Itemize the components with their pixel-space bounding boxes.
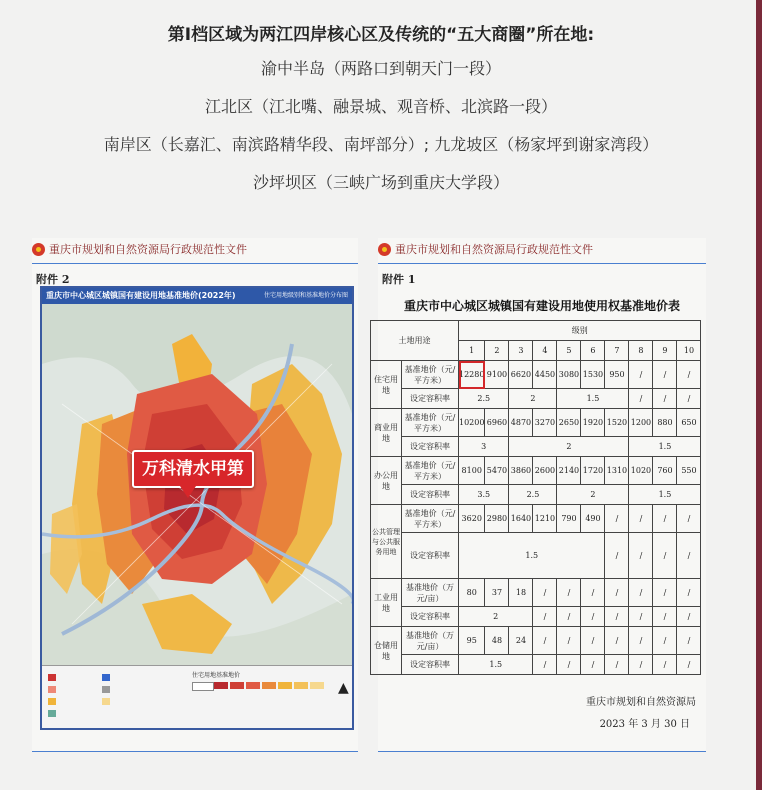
price-sto-2: 48: [485, 627, 509, 655]
price-pub-6: 490: [581, 505, 605, 533]
far-com-a: 3: [459, 437, 509, 457]
legend-swatch-6: [294, 682, 308, 689]
table-row: [371, 389, 701, 409]
level-6: 6: [581, 341, 605, 361]
far-pub-d: /: [653, 533, 677, 579]
price-com-9: 880: [653, 409, 677, 437]
price-pub-9: /: [653, 505, 677, 533]
price-off-8: 1020: [629, 457, 653, 485]
price-res-3: 6620: [509, 361, 533, 389]
doc-heading-text: 重庆市规划和自然资源局行政规范性文件: [395, 243, 593, 256]
price-ind-10: /: [677, 579, 701, 607]
legend-swatch-3: [246, 682, 260, 689]
price-pub-7: /: [605, 505, 629, 533]
far-pub-a: 1.5: [459, 533, 605, 579]
level-8: 8: [629, 341, 653, 361]
attachment-1-document: [372, 238, 706, 752]
attachment-2-document: [32, 238, 358, 752]
map-legend: [42, 665, 352, 728]
far-off-c: 2: [557, 485, 629, 505]
far-sto-g: /: [653, 655, 677, 675]
price-sto-10: /: [677, 627, 701, 655]
far-sto-a: 1.5: [459, 655, 533, 675]
price-off-10: 550: [677, 457, 701, 485]
far-off-a: 3.5: [459, 485, 509, 505]
far-label: 设定容积率: [402, 437, 459, 457]
doc-heading-text: 重庆市规划和自然资源局行政规范性文件: [49, 243, 247, 256]
legend-swatch-5: [278, 682, 292, 689]
land-price-table: [370, 320, 701, 675]
table-row: [371, 607, 701, 627]
price-label: 基准地价（元/平方米）: [402, 457, 459, 485]
price-off-6: 1720: [581, 457, 605, 485]
far-sto-b: /: [533, 655, 557, 675]
intro-line-1: 渝中半岛（两路口到朝天门一段）: [260, 59, 501, 78]
map-title: [42, 288, 352, 304]
far-off-d: 1.5: [629, 485, 701, 505]
price-label: 基准地价（万元/亩）: [402, 579, 459, 607]
far-ind-h: /: [677, 607, 701, 627]
price-ind-3: 18: [509, 579, 533, 607]
row-label-commercial: 商业用地: [371, 409, 402, 457]
price-off-3: 3860: [509, 457, 533, 485]
intro-block: [0, 20, 762, 209]
price-off-1: 8100: [459, 457, 485, 485]
table-row: [371, 457, 701, 485]
legend-swatch-4: [262, 682, 276, 689]
map-subtitle: 住宅用地级别和基准地价分布图: [263, 292, 348, 299]
price-label: 基准地价（元/平方米）: [402, 361, 459, 389]
price-pub-3: 1640: [509, 505, 533, 533]
legend-swatch-2: [230, 682, 244, 689]
far-res-d: /: [629, 389, 653, 409]
level-4: 4: [533, 341, 557, 361]
far-sto-c: /: [557, 655, 581, 675]
far-ind-d: /: [581, 607, 605, 627]
price-off-9: 760: [653, 457, 677, 485]
level-10: 10: [677, 341, 701, 361]
issue-date: 2023 年 3 月 30 日: [599, 719, 690, 730]
intro-line-2: 江北区（江北嘴、融景城、观音桥、北滨路一段）: [204, 97, 557, 116]
legend-swatch-7: [310, 682, 324, 689]
price-res-2: 9100: [485, 361, 509, 389]
price-com-1: 10200: [459, 409, 485, 437]
legend-item-d: [48, 710, 56, 717]
far-label: 设定容积率: [402, 389, 459, 409]
row-label-office: 办公用地: [371, 457, 402, 505]
price-sto-4: /: [533, 627, 557, 655]
price-pub-1: 3620: [459, 505, 485, 533]
far-pub-c: /: [629, 533, 653, 579]
legend-item-a: [48, 674, 56, 681]
table-title: 重庆市中心城区城镇国有建设用地使用权基准地价表: [403, 299, 680, 313]
table-row: [371, 579, 701, 607]
price-label: 基准地价（元/平方米）: [402, 505, 459, 533]
far-label: 设定容积率: [402, 607, 459, 627]
level-3: 3: [509, 341, 533, 361]
price-pub-2: 2980: [485, 505, 509, 533]
level-7: 7: [605, 341, 629, 361]
price-com-2: 6960: [485, 409, 509, 437]
far-ind-f: /: [629, 607, 653, 627]
price-sto-9: /: [653, 627, 677, 655]
doc-footer-rule: [378, 751, 706, 753]
far-off-b: 2.5: [509, 485, 557, 505]
level-5: 5: [557, 341, 581, 361]
doc-heading: [378, 238, 706, 264]
level-1: 1: [459, 341, 485, 361]
price-ind-8: /: [629, 579, 653, 607]
price-sto-8: /: [629, 627, 653, 655]
row-label-storage: 仓储用地: [371, 627, 402, 675]
land-price-map: [40, 286, 354, 730]
price-label: 基准地价（万元/亩）: [402, 627, 459, 655]
price-com-4: 3270: [533, 409, 557, 437]
table-row: [371, 533, 701, 579]
legend-item-b: [48, 686, 56, 693]
price-res-6: 1530: [581, 361, 605, 389]
price-res-5: 3080: [557, 361, 581, 389]
doc-footer-rule: [32, 751, 358, 753]
national-emblem-icon: [32, 243, 45, 256]
far-res-b: 2: [509, 389, 557, 409]
far-ind-c: /: [557, 607, 581, 627]
far-com-b: 2: [509, 437, 629, 457]
level-9: 9: [653, 341, 677, 361]
price-com-5: 2650: [557, 409, 581, 437]
price-res-7: 950: [605, 361, 629, 389]
attachment-label: 附件 2: [36, 273, 70, 286]
table-row: [371, 361, 701, 389]
far-sto-f: /: [629, 655, 653, 675]
legend-swatch-label: [192, 682, 214, 691]
row-label-public: 公共管理与公共服务用地: [371, 505, 402, 579]
legend-title: 住宅用地基准地价: [192, 672, 241, 679]
table-row: [371, 437, 701, 457]
table-row: [371, 485, 701, 505]
far-pub-e: /: [677, 533, 701, 579]
price-res-4: 4450: [533, 361, 557, 389]
intro-line-4: 沙坪坝区（三峡广场到重庆大学段）: [252, 173, 509, 192]
price-pub-4: 1210: [533, 505, 557, 533]
project-callout: 万科清水甲第: [132, 450, 254, 488]
far-ind-a: 2: [459, 607, 533, 627]
far-label: 设定容积率: [402, 533, 459, 579]
doc-heading: [32, 238, 358, 264]
price-label: 基准地价（元/平方米）: [402, 409, 459, 437]
legend-item-f: [102, 686, 110, 693]
price-off-2: 5470: [485, 457, 509, 485]
price-off-5: 2140: [557, 457, 581, 485]
table-header-row: [371, 321, 701, 341]
table-row: [371, 655, 701, 675]
attachment-label: 附件 1: [382, 273, 416, 286]
price-ind-9: /: [653, 579, 677, 607]
far-sto-e: /: [605, 655, 629, 675]
far-res-e: /: [653, 389, 677, 409]
legend-swatch-1: [214, 682, 228, 689]
price-com-8: 1200: [629, 409, 653, 437]
price-sto-1: 95: [459, 627, 485, 655]
table-row: [371, 627, 701, 655]
far-pub-b: /: [605, 533, 629, 579]
intro-title: 第Ⅰ档区域为两江四岸核心区及传统的“五大商圈”所在地:: [167, 25, 595, 45]
price-com-3: 4870: [509, 409, 533, 437]
price-sto-5: /: [557, 627, 581, 655]
price-ind-2: 37: [485, 579, 509, 607]
price-pub-10: /: [677, 505, 701, 533]
map-title-text: 重庆市中心城区城镇国有建设用地基准地价(2022年): [46, 291, 236, 300]
far-res-c: 1.5: [557, 389, 629, 409]
price-ind-5: /: [557, 579, 581, 607]
price-ind-6: /: [581, 579, 605, 607]
far-sto-d: /: [581, 655, 605, 675]
intro-line-3: 南岸区（长嘉汇、南滨路精华段、南坪部分）; 九龙坡区（杨家坪到谢家湾段）: [103, 135, 659, 154]
row-label-industrial: 工业用地: [371, 579, 402, 627]
far-res-f: /: [677, 389, 701, 409]
price-sto-6: /: [581, 627, 605, 655]
price-sto-3: 24: [509, 627, 533, 655]
far-com-c: 1.5: [629, 437, 701, 457]
price-res-1: 12280: [459, 361, 485, 389]
issuing-org: 重庆市规划和自然资源局: [586, 697, 696, 708]
north-arrow-icon: ▲: [338, 680, 349, 696]
legend-item-e: [102, 674, 110, 681]
legend-item-g: [102, 698, 110, 705]
national-emblem-icon: [378, 243, 391, 256]
far-label: 设定容积率: [402, 485, 459, 505]
far-sto-h: /: [677, 655, 701, 675]
price-ind-1: 80: [459, 579, 485, 607]
price-com-7: 1520: [605, 409, 629, 437]
price-ind-7: /: [605, 579, 629, 607]
price-sto-7: /: [605, 627, 629, 655]
price-pub-8: /: [629, 505, 653, 533]
far-ind-e: /: [605, 607, 629, 627]
table-row: [371, 505, 701, 533]
price-res-8: /: [629, 361, 653, 389]
far-ind-b: /: [533, 607, 557, 627]
header-level: 级别: [459, 321, 701, 341]
header-land-use: 土地用途: [371, 321, 459, 361]
far-label: 设定容积率: [402, 655, 459, 675]
price-res-9: /: [653, 361, 677, 389]
far-res-a: 2.5: [459, 389, 509, 409]
price-com-6: 1920: [581, 409, 605, 437]
table-row: [371, 409, 701, 437]
level-2: 2: [485, 341, 509, 361]
price-ind-4: /: [533, 579, 557, 607]
price-res-10: /: [677, 361, 701, 389]
price-off-7: 1310: [605, 457, 629, 485]
legend-item-c: [48, 698, 56, 705]
price-pub-5: 790: [557, 505, 581, 533]
far-ind-g: /: [653, 607, 677, 627]
price-off-4: 2600: [533, 457, 557, 485]
price-com-10: 650: [677, 409, 701, 437]
row-label-residential: 住宅用地: [371, 361, 402, 409]
